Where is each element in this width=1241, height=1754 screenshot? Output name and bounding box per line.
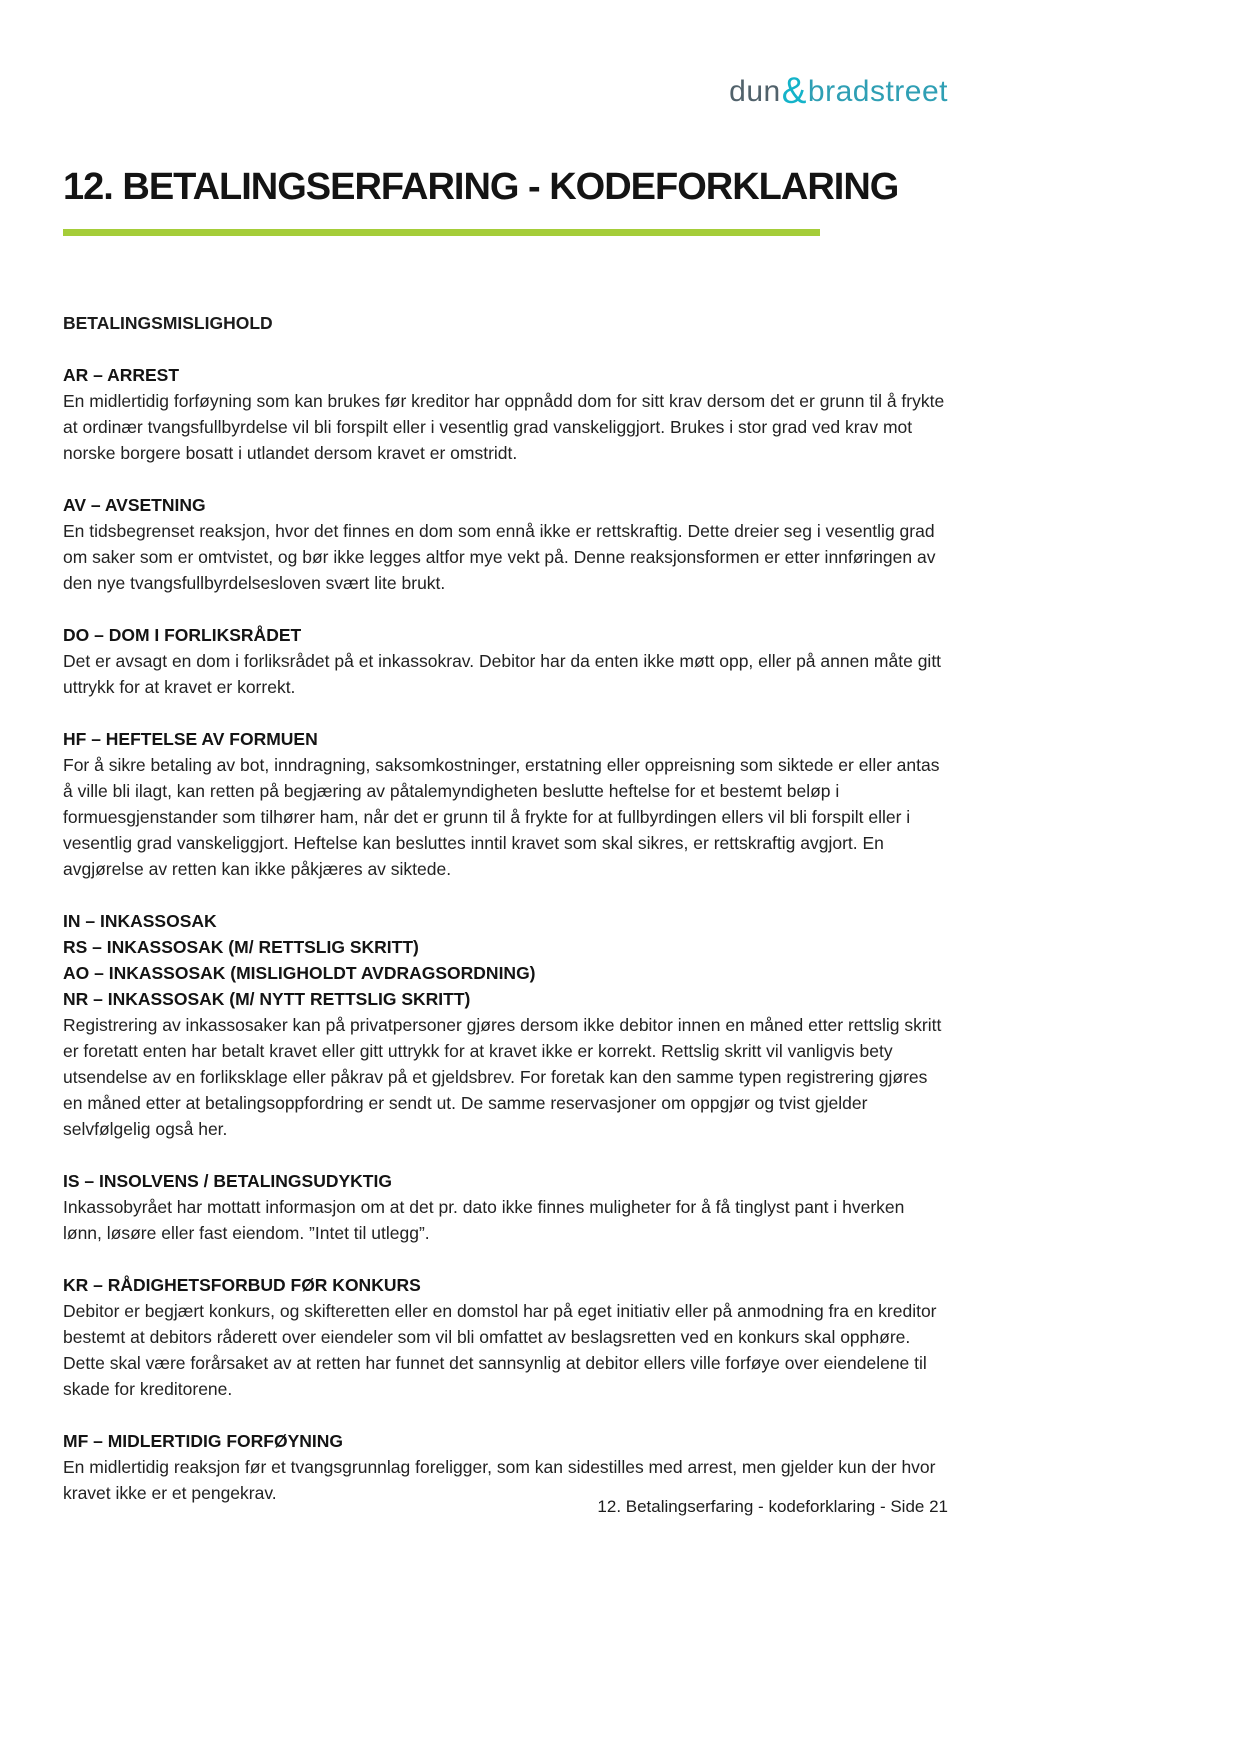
code-heading: AV – AVSETNING: [63, 495, 206, 515]
code-heading: DO – DOM I FORLIKSRÅDET: [63, 625, 302, 645]
code-heading: NR – INKASSOSAK (M/ NYTT RETTSLIG SKRITT): [63, 989, 471, 1009]
code-heading: AO – INKASSOSAK (MISLIGHOLDT AVDRAGSORDNING): [63, 963, 536, 983]
section-do: [63, 622, 948, 700]
section-is: [63, 1168, 948, 1246]
section-inkassosak-group: [63, 908, 948, 1142]
logo-text-dun: dun: [729, 75, 781, 108]
page-footer: 12. Betalingserfaring - kodeforklaring - Side 21: [597, 1497, 948, 1516]
code-heading: KR – RÅDIGHETSFORBUD FØR KONKURS: [63, 1275, 421, 1295]
code-heading: RS – INKASSOSAK (M/ RETTSLIG SKRITT): [63, 937, 419, 957]
logo-text-bradstreet: bradstreet: [807, 75, 948, 108]
section-body: Registrering av inkassosaker kan på privatpersoner gjøres dersom ikke debitor innen en måned etter rettslig skritt er foretatt enten har betalt kravet eller gitt uttrykk for at kravet ikke er korrekt. Rettslig skritt vil vanligvis bety utsendelse av en forliksklage eller påkrav på et gjeldsbrev. For foretak kan den samme typen registrering gjøres en måned etter at betalingsoppfordring er sendt ut. De samme reservasjoner om oppgjør og tvist gjelder selvfølgelig også her.: [63, 1015, 942, 1139]
document-page: [63, 0, 948, 1754]
section-body: Debitor er begjært konkurs, og skifteretten eller en domstol har på eget initiativ eller på anmodning fra en kreditor bestemt at debitors råderett over eiendeler som vil bli omfattet av beslagsretten ved en konkurs skal opphøre. Dette skal være forårsaket av at retten har funnet det sannsynlig at debitor ellers ville forføye over eiendelene til skade for kreditorene.: [63, 1301, 937, 1399]
section-body: Det er avsagt en dom i forliksrådet på et inkassokrav. Debitor har da enten ikke møtt opp, eller på annen måte gitt uttrykk for at kravet er korrekt.: [63, 651, 942, 697]
section-body: En tidsbegrenset reaksjon, hvor det finnes en dom som ennå ikke er rettskraftig. Dette dreier seg i vesentlig grad om saker som er omtvistet, og bør ikke legges altfor mye vekt på. Denne reaksjonsformen er etter innføringen av den nye tvangsfullbyrdelsesloven svært lite brukt.: [63, 521, 936, 593]
page-title: 12. BETALINGSERFARING - KODEFORKLARING: [63, 166, 899, 208]
logo-ampersand-icon: &: [781, 70, 807, 111]
title-underline-rule: [63, 229, 820, 236]
section-body: En midlertidig forføyning som kan brukes før kreditor har oppnådd dom for sitt krav dersom det er grunn til å frykte at ordinær tvangsfullbyrdelse vil bli forspilt eller i vesentlig grad vanskeliggjort. Brukes i stor grad ved krav mot norske borgere bosatt i utlandet dersom kravet er omstridt.: [63, 391, 945, 463]
section-kr: [63, 1272, 948, 1402]
section-ar: [63, 362, 948, 466]
code-heading: HF – HEFTELSE AV FORMUEN: [63, 729, 318, 749]
section-body: Inkassobyrået har mottatt informasjon om at det pr. dato ikke finnes muligheter for å få tinglyst pant i hverken lønn, løsøre eller fast eiendom. ”Intet til utlegg”.: [63, 1197, 905, 1243]
code-heading: IN – INKASSOSAK: [63, 911, 217, 931]
code-heading: MF – MIDLERTIDIG FORFØYNING: [63, 1431, 343, 1451]
dnb-logo: [63, 0, 948, 112]
section-hf: [63, 726, 948, 882]
section-body: For å sikre betaling av bot, inndragning, saksomkostninger, erstatning eller oppreisning som siktede er eller antas å ville bli ilagt, kan retten på begjæring av påtalemyndigheten beslutte heftelse for et bestemt beløp i formuesgjenstander som tilhører ham, når det er grunn til å frykte for at fullbyrdingen ellers vil bli forspilt eller i vesentlig grad vanskeliggjort. Heftelse kan besluttes inntil kravet som skal sikres, er rettskraftig avgjort. En avgjørelse av retten kan ikke påkjæres av siktede.: [63, 755, 940, 879]
section-body: En midlertidig reaksjon før et tvangsgrunnlag foreligger, som kan sidestilles med arrest, men gjelder kun der hvor kravet ikke er et pengekrav.: [63, 1457, 936, 1503]
code-heading: AR – ARREST: [63, 365, 180, 385]
code-heading: IS – INSOLVENS / BETALINGSUDYKTIG: [63, 1171, 392, 1191]
section-av: [63, 492, 948, 596]
section-heading-betalingsmislighold: BETALINGSMISLIGHOLD: [63, 313, 273, 333]
section-mf: [63, 1428, 948, 1506]
